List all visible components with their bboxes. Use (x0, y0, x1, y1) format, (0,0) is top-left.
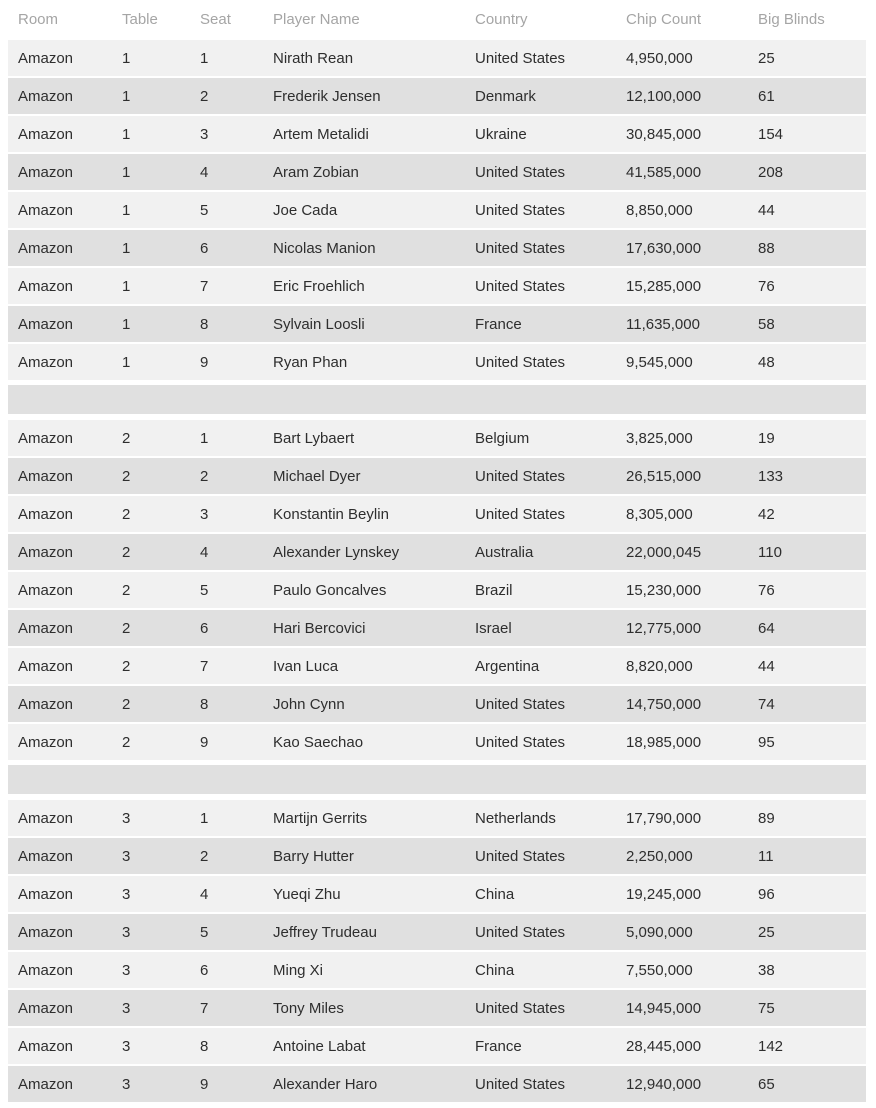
cell-country: Brazil (475, 581, 513, 599)
table-row (8, 1064, 866, 1102)
cell-room: Amazon (18, 1037, 74, 1055)
table-row (8, 342, 866, 380)
table-spacer-row (8, 760, 866, 798)
cell-chip-count: 18,985,000 (626, 733, 702, 751)
column-header-country: Country (475, 10, 528, 28)
column-header-table: Table (122, 10, 158, 28)
cell-country: France (475, 1037, 522, 1055)
cell-player-name: Antoine Labat (273, 1037, 366, 1055)
cell-table: 1 (122, 353, 131, 371)
column-header-big-blinds: Big Blinds (758, 10, 825, 28)
cell-chip-count: 15,230,000 (626, 581, 702, 599)
cell-country: Netherlands (475, 809, 556, 827)
cell-chip-count: 19,245,000 (626, 885, 702, 903)
cell-country: Denmark (475, 87, 536, 105)
column-header-player-name: Player Name (273, 10, 360, 28)
cell-seat: 2 (200, 467, 209, 485)
cell-table: 2 (122, 505, 131, 523)
cell-seat: 7 (200, 277, 209, 295)
cell-chip-count: 8,850,000 (626, 201, 693, 219)
table-row (8, 988, 866, 1026)
cell-chip-count: 28,445,000 (626, 1037, 702, 1055)
cell-player-name: Ming Xi (273, 961, 324, 979)
table-row (8, 532, 866, 570)
cell-player-name: Artem Metalidi (273, 125, 369, 143)
cell-country: United States (475, 505, 566, 523)
cell-table: 1 (122, 315, 131, 333)
cell-chip-count: 12,775,000 (626, 619, 702, 637)
cell-room: Amazon (18, 809, 74, 827)
cell-country: Argentina (475, 657, 540, 675)
cell-chip-count: 22,000,045 (626, 543, 702, 561)
cell-seat: 2 (200, 87, 209, 105)
cell-player-name: Michael Dyer (273, 467, 361, 485)
cell-country: United States (475, 49, 566, 67)
cell-table: 1 (122, 163, 131, 181)
cell-room: Amazon (18, 163, 74, 181)
cell-room: Amazon (18, 999, 74, 1017)
table-row (8, 684, 866, 722)
cell-seat: 6 (200, 239, 209, 257)
cell-big-blinds: 48 (758, 353, 775, 371)
cell-room: Amazon (18, 923, 74, 941)
cell-player-name: Bart Lybaert (273, 429, 355, 447)
cell-big-blinds: 11 (758, 847, 774, 865)
cell-big-blinds: 44 (758, 201, 775, 219)
column-header-seat: Seat (200, 10, 231, 28)
cell-seat: 3 (200, 125, 209, 143)
cell-chip-count: 11,635,000 (626, 315, 700, 333)
cell-seat: 8 (200, 315, 209, 333)
cell-chip-count: 14,750,000 (626, 695, 702, 713)
cell-big-blinds: 133 (758, 467, 784, 485)
cell-country: United States (475, 923, 566, 941)
cell-seat: 9 (200, 1075, 209, 1093)
cell-big-blinds: 38 (758, 961, 775, 979)
table-row (8, 798, 866, 836)
cell-room: Amazon (18, 429, 74, 447)
cell-big-blinds: 88 (758, 239, 775, 257)
cell-player-name: Frederik Jensen (273, 87, 381, 105)
cell-chip-count: 41,585,000 (626, 163, 702, 181)
cell-table: 3 (122, 847, 131, 865)
table-row (8, 418, 866, 456)
cell-player-name: Hari Bercovici (273, 619, 366, 637)
cell-room: Amazon (18, 847, 74, 865)
cell-seat: 1 (200, 429, 209, 447)
cell-big-blinds: 58 (758, 315, 775, 333)
cell-seat: 7 (200, 657, 209, 675)
table-row (8, 152, 866, 190)
cell-table: 1 (122, 277, 131, 295)
cell-room: Amazon (18, 277, 74, 295)
cell-player-name: Barry Hutter (273, 847, 354, 865)
cell-big-blinds: 42 (758, 505, 775, 523)
cell-seat: 9 (200, 353, 209, 371)
cell-player-name: Nirath Rean (273, 49, 354, 67)
table-row (8, 722, 866, 760)
cell-table: 2 (122, 467, 131, 485)
cell-table: 3 (122, 1037, 131, 1055)
cell-table: 3 (122, 1075, 131, 1093)
cell-player-name: Nicolas Manion (273, 239, 376, 257)
table-row (8, 76, 866, 114)
cell-seat: 4 (200, 543, 209, 561)
table-row (8, 38, 866, 76)
cell-player-name: Konstantin Beylin (273, 505, 389, 523)
cell-country: Ukraine (475, 125, 527, 143)
cell-big-blinds: 76 (758, 581, 775, 599)
cell-big-blinds: 142 (758, 1037, 784, 1055)
cell-big-blinds: 208 (758, 163, 784, 181)
table-row (8, 1026, 866, 1064)
cell-country: United States (475, 1075, 566, 1093)
table-row (8, 950, 866, 988)
cell-room: Amazon (18, 467, 74, 485)
cell-chip-count: 17,630,000 (626, 239, 702, 257)
cell-table: 3 (122, 923, 131, 941)
cell-chip-count: 26,515,000 (626, 467, 702, 485)
table-row (8, 608, 866, 646)
table-row (8, 494, 866, 532)
cell-room: Amazon (18, 353, 74, 371)
table-row (8, 304, 866, 342)
cell-room: Amazon (18, 961, 74, 979)
cell-country: United States (475, 163, 566, 181)
cell-seat: 2 (200, 847, 209, 865)
cell-chip-count: 8,820,000 (626, 657, 693, 675)
cell-big-blinds: 95 (758, 733, 775, 751)
cell-room: Amazon (18, 543, 74, 561)
cell-table: 2 (122, 657, 131, 675)
cell-seat: 8 (200, 1037, 209, 1055)
cell-big-blinds: 65 (758, 1075, 775, 1093)
cell-player-name: Sylvain Loosli (273, 315, 365, 333)
table-row (8, 570, 866, 608)
cell-big-blinds: 19 (758, 429, 775, 447)
cell-room: Amazon (18, 885, 74, 903)
cell-seat: 1 (200, 809, 209, 827)
cell-seat: 6 (200, 619, 209, 637)
table-row (8, 646, 866, 684)
cell-country: United States (475, 277, 566, 295)
cell-room: Amazon (18, 239, 74, 257)
cell-table: 2 (122, 429, 131, 447)
cell-big-blinds: 61 (758, 87, 775, 105)
cell-big-blinds: 89 (758, 809, 775, 827)
table-row (8, 190, 866, 228)
cell-room: Amazon (18, 733, 74, 751)
cell-big-blinds: 110 (758, 543, 782, 561)
cell-country: United States (475, 847, 566, 865)
cell-country: Israel (475, 619, 512, 637)
table-row (8, 266, 866, 304)
cell-country: Belgium (475, 429, 530, 447)
cell-table: 2 (122, 543, 131, 561)
cell-country: United States (475, 695, 566, 713)
cell-chip-count: 12,940,000 (626, 1075, 702, 1093)
cell-chip-count: 8,305,000 (626, 505, 693, 523)
cell-player-name: Aram Zobian (273, 163, 359, 181)
cell-player-name: Ryan Phan (273, 353, 348, 371)
cell-table: 1 (122, 239, 131, 257)
cell-player-name: Ivan Luca (273, 657, 339, 675)
cell-seat: 6 (200, 961, 209, 979)
cell-country: China (475, 961, 515, 979)
cell-room: Amazon (18, 695, 74, 713)
cell-room: Amazon (18, 657, 74, 675)
cell-seat: 8 (200, 695, 209, 713)
table-row (8, 836, 866, 874)
cell-country: United States (475, 201, 566, 219)
seating-table (8, 0, 866, 1102)
cell-player-name: Eric Froehlich (273, 277, 365, 295)
cell-table: 1 (122, 87, 131, 105)
cell-country: France (475, 315, 522, 333)
cell-big-blinds: 44 (758, 657, 775, 675)
cell-player-name: Joe Cada (273, 201, 338, 219)
cell-chip-count: 5,090,000 (626, 923, 693, 941)
cell-chip-count: 12,100,000 (626, 87, 702, 105)
cell-table: 3 (122, 999, 131, 1017)
cell-table: 2 (122, 581, 131, 599)
cell-country: Australia (475, 543, 534, 561)
table-row (8, 912, 866, 950)
table-body (8, 38, 866, 1102)
cell-room: Amazon (18, 49, 74, 67)
cell-player-name: Yueqi Zhu (273, 885, 341, 903)
table-row (8, 874, 866, 912)
cell-player-name: Kao Saechao (273, 733, 364, 751)
cell-country: United States (475, 467, 566, 485)
cell-seat: 1 (200, 49, 209, 67)
cell-country: China (475, 885, 515, 903)
cell-chip-count: 15,285,000 (626, 277, 702, 295)
cell-player-name: Alexander Haro (273, 1075, 378, 1093)
cell-chip-count: 3,825,000 (626, 429, 693, 447)
cell-big-blinds: 154 (758, 125, 784, 143)
cell-seat: 5 (200, 201, 209, 219)
cell-room: Amazon (18, 505, 74, 523)
cell-big-blinds: 75 (758, 999, 775, 1017)
cell-table: 2 (122, 619, 131, 637)
table-spacer-row (8, 380, 866, 418)
cell-room: Amazon (18, 581, 74, 599)
cell-table: 1 (122, 201, 131, 219)
cell-table: 2 (122, 733, 131, 751)
cell-seat: 9 (200, 733, 209, 751)
column-header-chip-count: Chip Count (626, 10, 702, 28)
cell-room: Amazon (18, 125, 74, 143)
cell-seat: 4 (200, 163, 209, 181)
table-row (8, 456, 866, 494)
cell-big-blinds: 76 (758, 277, 775, 295)
cell-table: 2 (122, 695, 131, 713)
cell-big-blinds: 74 (758, 695, 775, 713)
cell-room: Amazon (18, 201, 74, 219)
cell-big-blinds: 96 (758, 885, 775, 903)
cell-seat: 4 (200, 885, 209, 903)
cell-player-name: Alexander Lynskey (273, 543, 400, 561)
cell-room: Amazon (18, 87, 74, 105)
cell-country: United States (475, 999, 566, 1017)
cell-table: 3 (122, 961, 131, 979)
cell-table: 1 (122, 49, 131, 67)
table-row (8, 228, 866, 266)
cell-country: United States (475, 733, 566, 751)
cell-chip-count: 14,945,000 (626, 999, 702, 1017)
cell-chip-count: 17,790,000 (626, 809, 702, 827)
cell-room: Amazon (18, 1075, 74, 1093)
cell-table: 1 (122, 125, 131, 143)
cell-seat: 5 (200, 923, 209, 941)
table-header-row (8, 0, 866, 38)
cell-chip-count: 4,950,000 (626, 49, 693, 67)
cell-country: United States (475, 353, 566, 371)
cell-player-name: Paulo Goncalves (273, 581, 387, 599)
cell-country: United States (475, 239, 566, 257)
column-header-room: Room (18, 10, 59, 28)
cell-chip-count: 30,845,000 (626, 125, 702, 143)
cell-seat: 7 (200, 999, 209, 1017)
cell-table: 3 (122, 809, 131, 827)
cell-big-blinds: 25 (758, 49, 775, 67)
cell-big-blinds: 25 (758, 923, 775, 941)
cell-player-name: John Cynn (273, 695, 345, 713)
cell-room: Amazon (18, 619, 74, 637)
cell-seat: 3 (200, 505, 209, 523)
table-row (8, 114, 866, 152)
cell-chip-count: 9,545,000 (626, 353, 693, 371)
cell-chip-count: 2,250,000 (626, 847, 693, 865)
cell-table: 3 (122, 885, 131, 903)
cell-big-blinds: 64 (758, 619, 775, 637)
cell-player-name: Martijn Gerrits (273, 809, 368, 827)
cell-player-name: Tony Miles (273, 999, 344, 1017)
cell-room: Amazon (18, 315, 74, 333)
cell-seat: 5 (200, 581, 209, 599)
cell-player-name: Jeffrey Trudeau (273, 923, 377, 941)
cell-chip-count: 7,550,000 (626, 961, 693, 979)
